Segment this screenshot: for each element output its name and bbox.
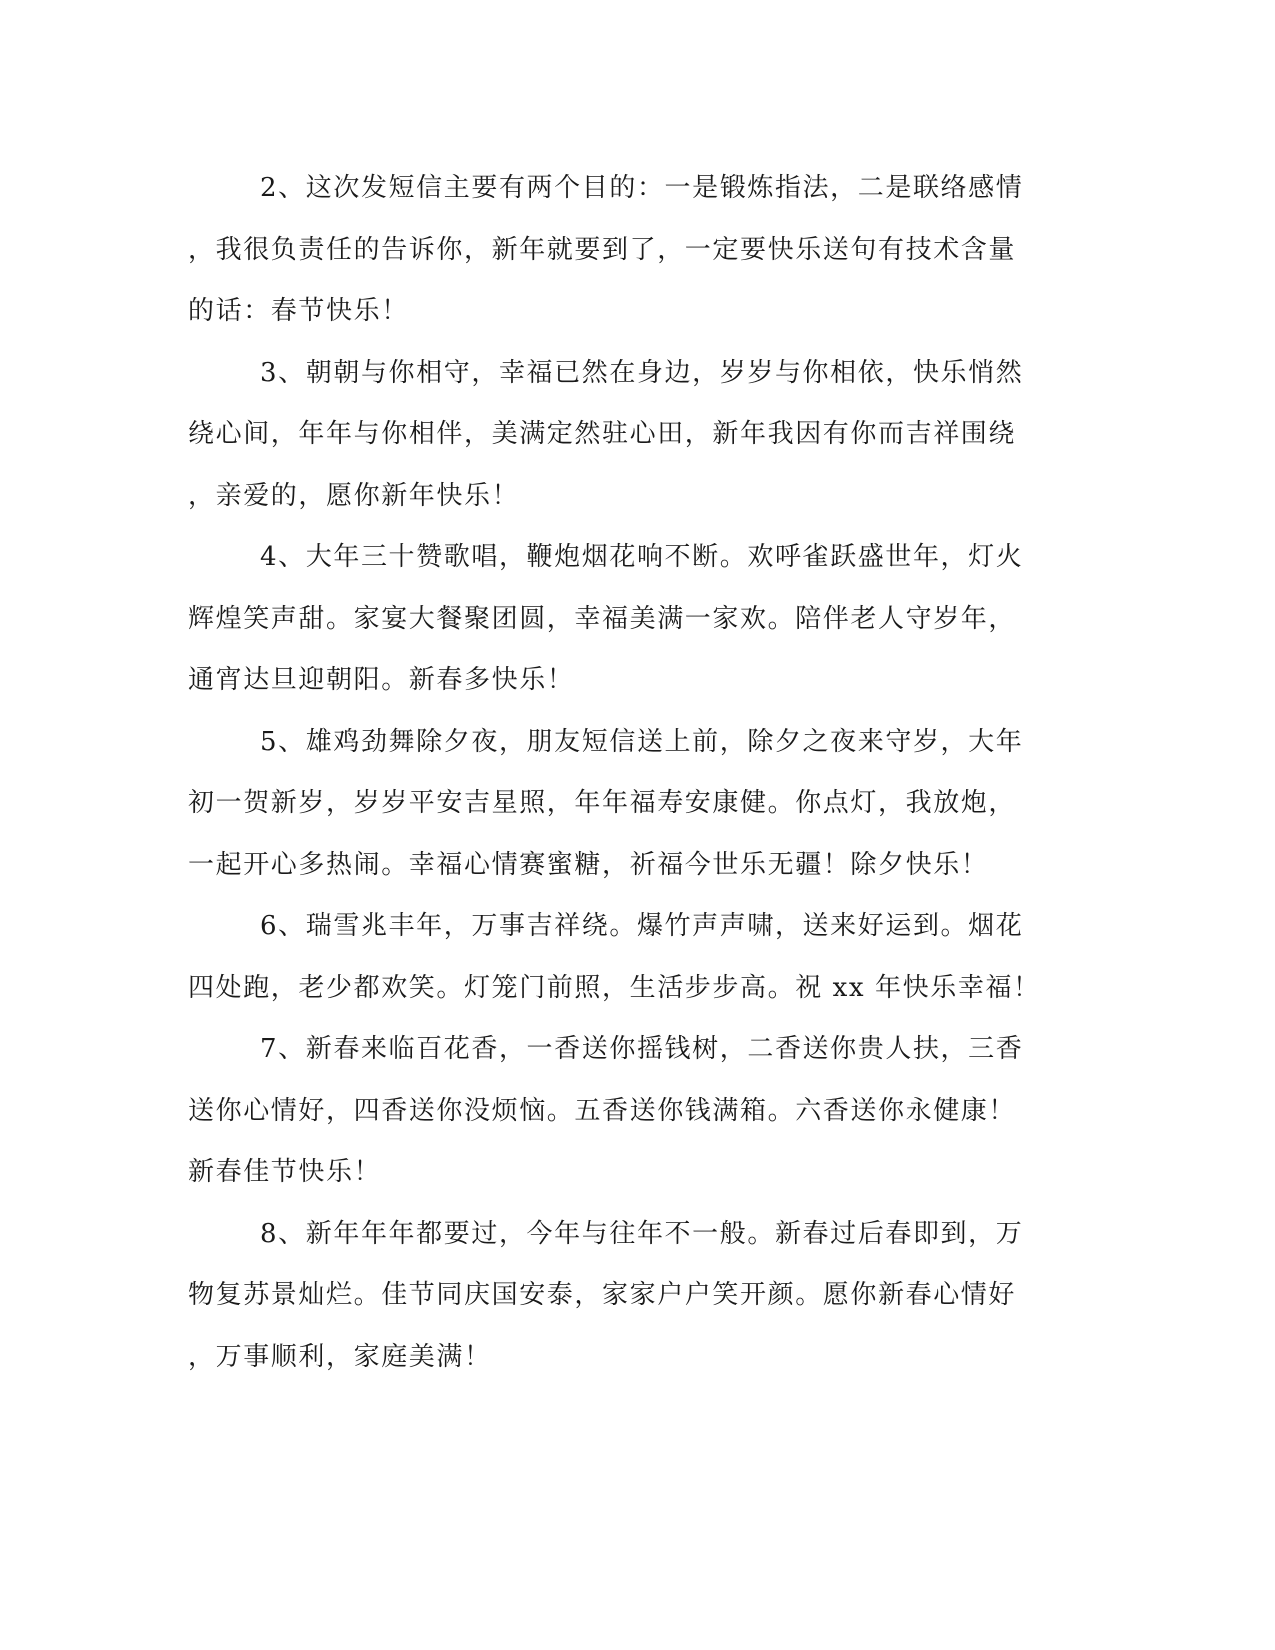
text-line: 的话：春节快乐！ [188,296,409,326]
paragraph-6 [188,896,1058,1019]
text-line: 8、新年年年都要过，今年与往年不一般。新春过后春即到，万 [260,1218,1024,1249]
text-line: 四处跑，老少都欢笑。灯笼门前照，生活步步高。祝 xx 年快乐幸福！ [188,972,1041,1003]
text-line: 5、雄鸡劲舞除夕夜，朋友短信送上前，除夕之夜来守岁，大年 [260,726,1024,757]
document-body [188,158,1058,1388]
paragraph-4 [188,527,1058,712]
text-line: 新春佳节快乐！ [188,1157,382,1187]
text-line: 初一贺新岁，岁岁平安吉星照，年年福寿安康健。你点灯，我放炮， [188,788,1017,818]
paragraph-7 [188,1019,1058,1204]
paragraph-3 [188,343,1058,528]
text-line: 3、朝朝与你相守，幸福已然在身边，岁岁与你相依，快乐悄然 [260,357,1024,388]
text-line: 4、大年三十赞歌唱，鞭炮烟花响不断。欢呼雀跃盛世年，灯火 [260,542,1024,572]
text-line: ，我很负责任的告诉你，新年就要到了，一定要快乐送句有技术含量 [188,234,1017,265]
text-line: 通宵达旦迎朝阳。新春多快乐！ [188,665,575,695]
text-line: 绕心间，年年与你相伴，美满定然驻心田，新年我因有你而吉祥围绕 [188,419,1017,449]
text-line: 一起开心多热闹。幸福心情赛蜜糖，祈福今世乐无疆！除夕快乐！ [188,849,989,880]
text-line: ，亲爱的，愿你新年快乐！ [188,480,520,511]
paragraph-2 [188,158,1058,343]
paragraph-5 [188,712,1058,897]
text-line: 6、瑞雪兆丰年，万事吉祥绕。爆竹声声啸，送来好运到。烟花 [260,911,1024,941]
text-line: 2、这次发短信主要有两个目的：一是锻炼指法，二是联络感情 [260,173,1024,203]
paragraph-8 [188,1204,1058,1389]
text-line: ，万事顺利，家庭美满！ [188,1341,492,1372]
text-line: 辉煌笑声甜。家宴大餐聚团圆，幸福美满一家欢。陪伴老人守岁年， [188,603,1017,634]
text-line: 送你心情好，四香送你没烦恼。五香送你钱满箱。六香送你永健康！ [188,1095,1017,1126]
text-line: 物复苏景灿烂。佳节同庆国安泰，家家户户笑开颜。愿你新春心情好 [188,1280,1017,1310]
text-line: 7、新春来临百花香，一香送你摇钱树，二香送你贵人扶，三香 [260,1034,1024,1064]
